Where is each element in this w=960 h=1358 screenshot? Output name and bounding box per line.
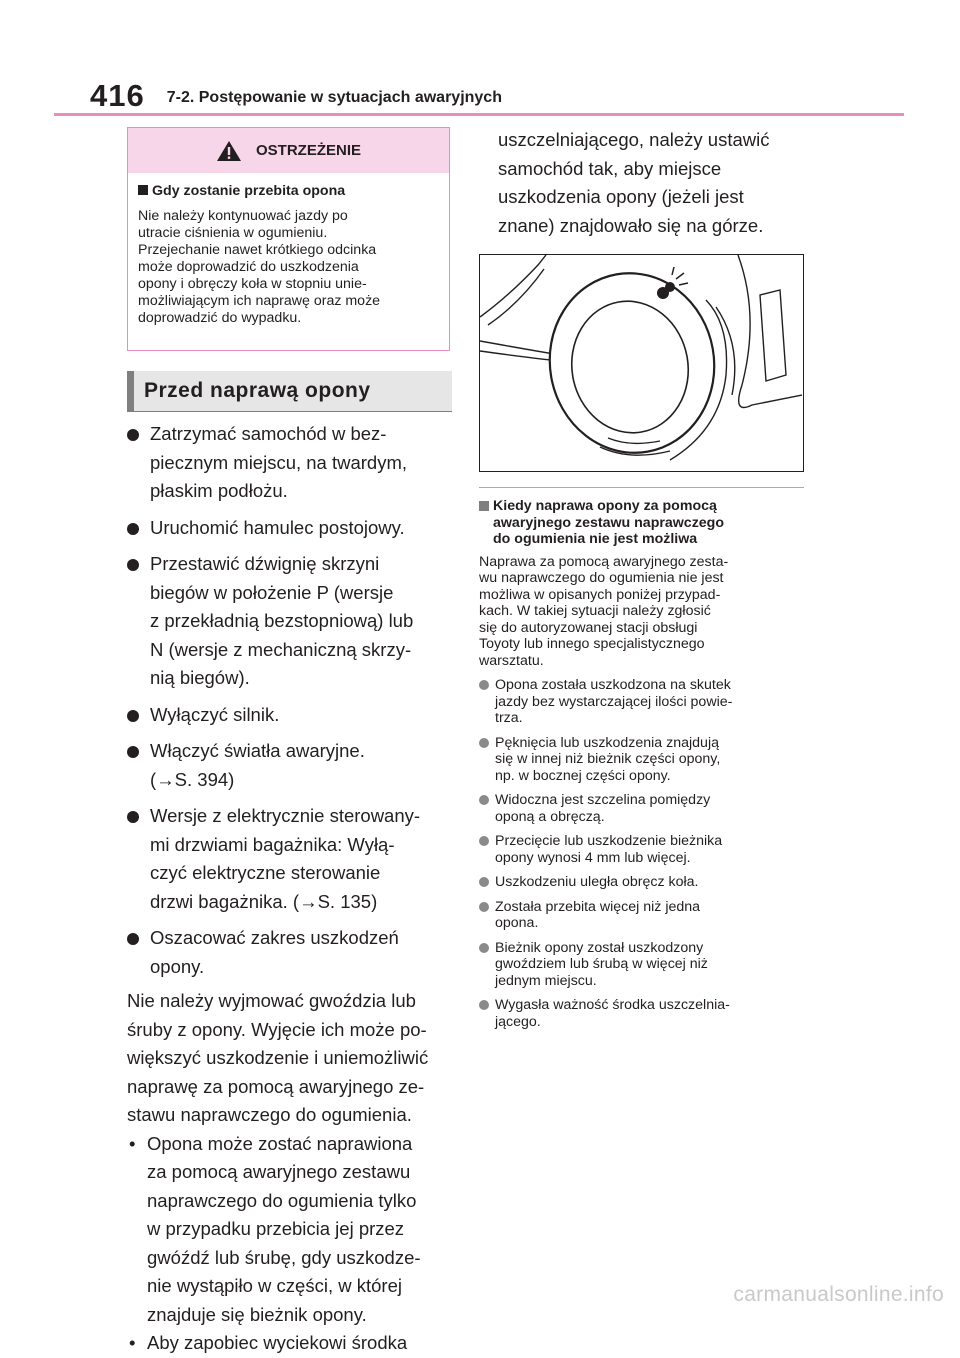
list-item-line: opony.: [150, 955, 205, 977]
note-item: [479, 899, 804, 932]
list-item-line: Wersje z elektrycznie sterowany-: [150, 805, 421, 826]
header-divider: [54, 113, 904, 116]
note-item-line: gwoździem lub śrubą w więcej niż: [495, 956, 708, 972]
note-item-line: np. w bocznej części opony.: [495, 767, 671, 784]
note-item-line: jednym miejscu.: [495, 972, 597, 989]
note-item-line: Przecięcie lub uszkodzenie bieżnika: [495, 833, 723, 849]
bullet-dot-icon: [479, 943, 489, 953]
list-item-line: drzwi bagażnika. (→S. 135): [150, 890, 378, 912]
note-line: Toyoty lub innego specjalistycznego: [479, 636, 705, 652]
note-item: [479, 833, 804, 866]
warning-triangle-icon: [216, 140, 242, 162]
watermark: carmanualsonline.info: [733, 1283, 944, 1306]
list-item-line: Oszacować zakres uszkodzeń: [150, 927, 399, 948]
list-item-line: biegów w położenie P (wersje: [150, 581, 394, 603]
bullet-dot-icon: [479, 738, 489, 748]
sub-list-line: Aby zapobiec wyciekowi środka: [147, 1332, 408, 1353]
note-item-line: Uszkodzeniu uległa obręcz koła.: [495, 874, 699, 890]
note-item-line: Została przebita więcej niż jedna: [495, 898, 701, 915]
list-item-line: z przekładnią bezstopniową) lub: [150, 610, 414, 631]
note-line: Naprawa za pomocą awaryjnego zesta-: [479, 553, 729, 570]
sub-list-line: Opona może zostać naprawiona: [147, 1132, 413, 1154]
sub-bullet-icon: •: [129, 1132, 136, 1154]
note-body: [479, 554, 804, 670]
figure-divider: [479, 487, 804, 488]
warning-header: [128, 128, 449, 173]
note-item-line: Widoczna jest szczelina pomiędzy: [495, 792, 711, 808]
left-column: [127, 127, 452, 1358]
note-item-line: opona.: [495, 915, 539, 931]
paragraph-line: większyć uszkodzenie i uniemożliwić: [127, 1047, 429, 1068]
list-item: [127, 550, 452, 693]
list-item-line: (→S. 394): [150, 768, 235, 790]
sub-list-line: gwóźdź lub śrubę, gdy uszkodze-: [147, 1246, 421, 1268]
note-item: [479, 792, 804, 825]
list-item: [127, 420, 452, 506]
list-item-line: Włączyć światła awaryjne.: [150, 740, 365, 761]
list-item-line: mi drzwiami bagażnika: Wyłą-: [150, 833, 395, 855]
list-item-line: Uruchomić hamulec postojowy.: [150, 516, 405, 538]
note-item-line: opony wynosi 4 mm lub więcej.: [495, 849, 691, 866]
bullet-dot-icon: [127, 429, 139, 441]
tire-drawing: [480, 255, 802, 470]
list-item-line: Wyłączyć silnik.: [150, 703, 280, 725]
list-item-line: Przestawić dźwignię skrzyni: [150, 553, 380, 574]
note-line: możliwa w opisanych poniżej przypad-: [479, 586, 721, 603]
sub-list-item: [127, 1329, 452, 1358]
list-item: [127, 802, 452, 916]
note-item-line: się w innej niż bieżnik części opony,: [495, 751, 721, 767]
bullet-dot-icon: [127, 523, 139, 535]
tire-illustration: [479, 254, 804, 472]
warning-line: możliwiającym ich naprawę oraz może: [138, 293, 381, 309]
warning-title: OSTRZEŻENIE: [255, 142, 361, 159]
list-item: [127, 514, 452, 543]
continued-line: uszkodzenia opony (jeżeli jest: [498, 186, 744, 207]
note-item: [479, 874, 804, 891]
note-item-line: Pęknięcia lub uszkodzenia znajdują: [495, 734, 719, 751]
continued-line: uszczelniającego, należy ustawić: [498, 129, 770, 150]
bullet-dot-icon: [479, 836, 489, 846]
warning-line: Nie należy kontynuować jazdy po: [138, 208, 348, 224]
paragraph: [127, 987, 452, 1130]
paragraph-line: śruby z opony. Wyjęcie ich może po-: [127, 1018, 427, 1040]
note-item: [479, 940, 804, 990]
list-item-line: płaskim podłożu.: [150, 480, 288, 501]
note-line: kach. W takiej sytuacji należy zgłosić: [479, 603, 711, 619]
note-item-line: Opona została uszkodzona na skutek: [495, 677, 731, 693]
note-item: [479, 677, 804, 727]
warning-line: Przejechanie nawet krótkiego odcinka: [138, 242, 377, 258]
warning-body: [128, 173, 449, 327]
sub-list-line: nie wystąpiło w części, w której: [147, 1275, 402, 1296]
list-item: [127, 701, 452, 730]
list-item: [127, 924, 452, 981]
list-item-line: czyć elektryczne sterowanie: [150, 862, 381, 883]
continued-line: samochód tak, aby miejsce: [498, 157, 722, 179]
note-item-line: trza.: [495, 710, 523, 726]
chapter-title: 7-2. Postępowanie w sytuacjach awaryjnych: [166, 89, 502, 106]
bullet-dot-icon: [127, 559, 139, 571]
paragraph-line: naprawę za pomocą awaryjnego ze-: [127, 1075, 425, 1097]
warning-box: [127, 127, 450, 351]
sub-list-line: naprawczego do ogumienia tylko: [147, 1189, 417, 1211]
page-number: 416: [90, 78, 145, 113]
list-item-line: Zatrzymać samochód w bez-: [150, 423, 387, 444]
warning-subtitle: [138, 183, 439, 200]
note-item: [479, 735, 804, 785]
sub-bullet-icon: •: [129, 1332, 136, 1353]
bullet-dot-icon: [127, 933, 139, 945]
section-title: Przed naprawą opony: [144, 379, 371, 402]
note-line: wu naprawczego do ogumienia nie jest: [479, 570, 724, 586]
note-line: warsztatu.: [479, 652, 544, 669]
section-underline: [127, 411, 452, 412]
bullet-dot-icon: [127, 811, 139, 823]
bullet-dot-icon: [479, 902, 489, 912]
right-column: [479, 127, 804, 1030]
bullet-dot-icon: [479, 877, 489, 887]
continued-line: znane) znajdowało się na górze.: [498, 214, 764, 236]
list-item-line: N (wersje z mechaniczną skrzy-: [150, 638, 412, 660]
warning-line: utracie ciśnienia w ogumieniu.: [138, 225, 328, 241]
bullet-dot-icon: [479, 680, 489, 690]
note-title-line: Kiedy naprawa opony za pomocą: [493, 498, 717, 514]
warning-line: może doprowadzić do uszkodzenia: [138, 259, 359, 275]
note-item-line: jazdy bez wystarczającej ilości powie-: [495, 693, 733, 710]
list-item-line: nią biegów).: [150, 667, 250, 688]
note-item-line: jącego.: [495, 1013, 541, 1030]
list-item: [127, 737, 452, 794]
page-header: [90, 78, 502, 118]
note-line: się do autoryzowanej stacji obsługi: [479, 619, 698, 636]
section-heading: [127, 371, 452, 411]
paragraph-line: Nie należy wyjmować gwoździa lub: [127, 990, 416, 1011]
warning-subtitle-text: Gdy zostanie przebita opona: [152, 183, 346, 199]
sub-list-line: znajduje się bieżnik opony.: [147, 1303, 367, 1325]
note-heading: [479, 498, 804, 548]
bullet-dot-icon: [479, 1000, 489, 1010]
warning-line: doprowadzić do wypadku.: [138, 310, 302, 326]
sub-list-line: w przypadku przebicia jej przez: [147, 1218, 405, 1239]
sub-list-line: za pomocą awaryjnego zestawu: [147, 1161, 411, 1182]
bullet-dot-icon: [479, 795, 489, 805]
note-item-line: oponą a obręczą.: [495, 808, 605, 825]
paragraph-line: stawu naprawczego do ogumienia.: [127, 1104, 412, 1125]
bullet-dot-icon: [127, 710, 139, 722]
sub-list-item: [127, 1130, 452, 1330]
note-title-line: do ogumienia nie jest możliwa: [493, 531, 698, 547]
square-bullet-icon: [138, 185, 148, 195]
note-title-line: awaryjnego zestawu naprawczego: [493, 514, 725, 531]
continued-text: [479, 126, 804, 240]
warning-line: opony i obręczy koła w stopniu unie-: [138, 276, 367, 292]
note-item-line: Bieżnik opony został uszkodzony: [495, 939, 704, 956]
note-item: [479, 997, 804, 1030]
list-item-line: piecznym miejscu, na twardym,: [150, 451, 408, 473]
note-item-line: Wygasła ważność środka uszczelnia-: [495, 997, 730, 1013]
square-bullet-icon: [479, 501, 489, 511]
bullet-dot-icon: [127, 746, 139, 758]
